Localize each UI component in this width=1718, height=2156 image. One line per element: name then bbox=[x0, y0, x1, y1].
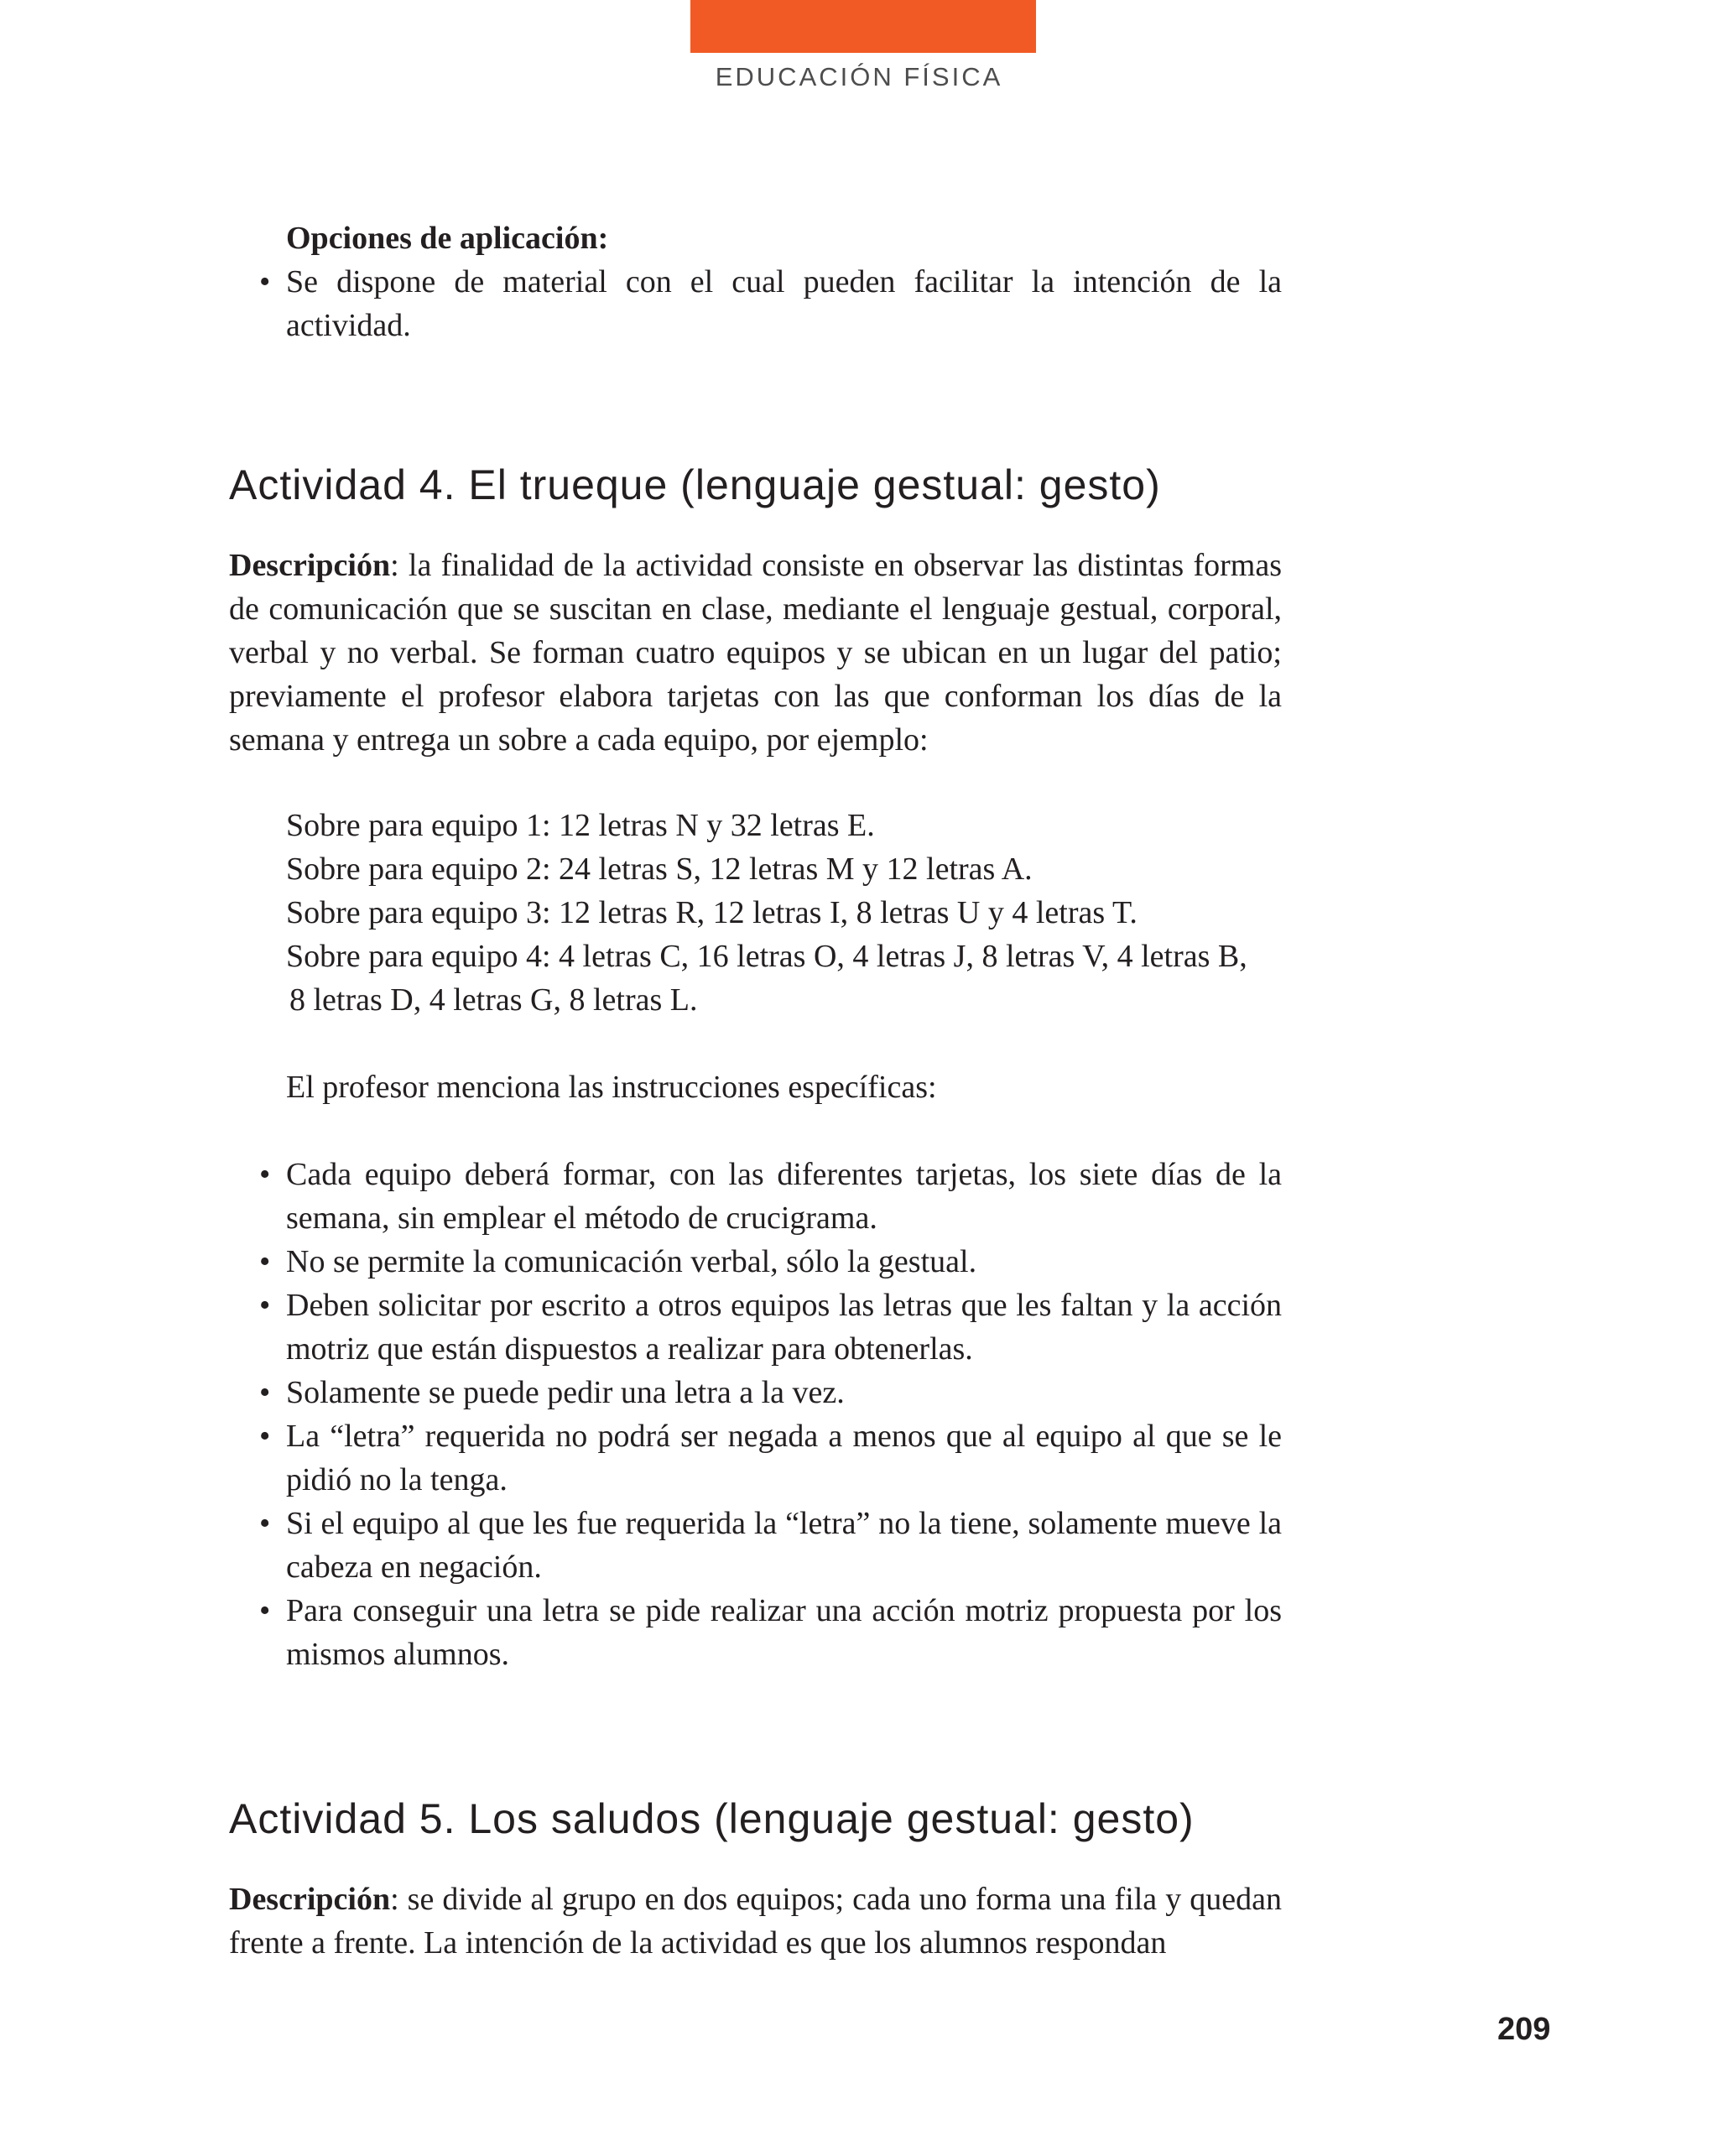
list-item-text: Para conseguir una letra se pide realizar una acción motriz propuesta por los mismos alumnos. bbox=[286, 1593, 1282, 1672]
description-text: : la finalidad de la actividad consiste en observar las distintas formas de comunicación que se suscitan en clase, mediante el lenguaje gestual, corporal, verbal y no verbal. Se forman cuatro equipos y se ubican en un lugar del patio; previamente el profesor elabora tarjetas con las que conforman los días de la semana y entrega un sobre a cada equipo, por ejemplo: bbox=[229, 548, 1282, 758]
bullet-icon: • bbox=[259, 1593, 271, 1628]
bullet-icon: • bbox=[259, 1506, 271, 1541]
bullet-icon: • bbox=[259, 1157, 271, 1192]
list-item bbox=[229, 1153, 1282, 1240]
list-item-text: La “letra” requerida no podrá ser negada a menos que al equipo al que se le pidió no la tenga. bbox=[286, 1419, 1282, 1497]
envelope-line-continuation: 8 letras D, 4 letras G, 8 letras L. bbox=[289, 982, 698, 1018]
list-item-text: Se dispone de material con el cual pueden facilitar la intención de la actividad. bbox=[286, 264, 1282, 343]
bullet-icon: • bbox=[259, 1419, 271, 1454]
list-item bbox=[229, 1502, 1282, 1589]
options-heading: Opciones de aplicación: bbox=[286, 221, 609, 256]
activity-4-title: Actividad 4. El trueque (lenguaje gestual: gesto) bbox=[229, 461, 1161, 508]
description-label: Descripción bbox=[229, 548, 391, 583]
envelope-line: Sobre para equipo 4: 4 letras C, 16 letras O, 4 letras J, 8 letras V, 4 letras B, bbox=[286, 939, 1247, 974]
list-item bbox=[229, 1589, 1282, 1676]
list-item bbox=[229, 1284, 1282, 1371]
list-item-text: Deben solicitar por escrito a otros equipos las letras que les faltan y la acción motriz que están dispuestos a realizar para obtenerlas. bbox=[286, 1288, 1282, 1367]
options-list bbox=[229, 260, 1282, 347]
list-item bbox=[229, 1240, 1282, 1284]
page-number: 209 bbox=[1497, 2012, 1551, 2047]
instructions-intro: El profesor menciona las instrucciones específicas: bbox=[286, 1070, 937, 1105]
list-item bbox=[229, 260, 1282, 347]
envelope-line: Sobre para equipo 3: 12 letras R, 12 letras I, 8 letras U y 4 letras T. bbox=[286, 895, 1138, 930]
bullet-icon: • bbox=[259, 264, 271, 299]
description-text: : se divide al grupo en dos equipos; cada uno forma una fila y quedan frente a frente. La intención de la actividad es que los alumnos respondan bbox=[229, 1882, 1282, 1961]
bullet-icon: • bbox=[259, 1375, 271, 1410]
list-item-text: Solamente se puede pedir una letra a la vez. bbox=[286, 1375, 845, 1410]
list-item-text: Si el equipo al que les fue requerida la “letra” no la tiene, solamente mueve la cabeza en negación. bbox=[286, 1506, 1282, 1585]
activity-5-description bbox=[229, 1877, 1282, 1965]
list-item bbox=[229, 1371, 1282, 1414]
running-head: EDUCACIÓN FÍSICA bbox=[715, 62, 1003, 91]
header-accent-bar bbox=[690, 0, 1036, 53]
page-content bbox=[229, 216, 1282, 1965]
activity-5-title: Actividad 5. Los saludos (lenguaje gestual: gesto) bbox=[229, 1795, 1195, 1842]
envelope-line: Sobre para equipo 1: 12 letras N y 32 letras E. bbox=[286, 808, 875, 843]
envelope-line: Sobre para equipo 2: 24 letras S, 12 letras M y 12 letras A. bbox=[286, 851, 1033, 887]
instructions-list bbox=[229, 1153, 1282, 1676]
bullet-icon: • bbox=[259, 1288, 271, 1323]
bullet-icon: • bbox=[259, 1244, 271, 1279]
activity-4-description bbox=[229, 544, 1282, 762]
list-item bbox=[229, 1414, 1282, 1502]
list-item-text: Cada equipo deberá formar, con las diferentes tarjetas, los siete días de la semana, sin emplear el método de crucigrama. bbox=[286, 1157, 1282, 1236]
description-label: Descripción bbox=[229, 1882, 391, 1917]
envelope-list bbox=[286, 804, 1282, 1022]
list-item-text: No se permite la comunicación verbal, sólo la gestual. bbox=[286, 1244, 977, 1279]
